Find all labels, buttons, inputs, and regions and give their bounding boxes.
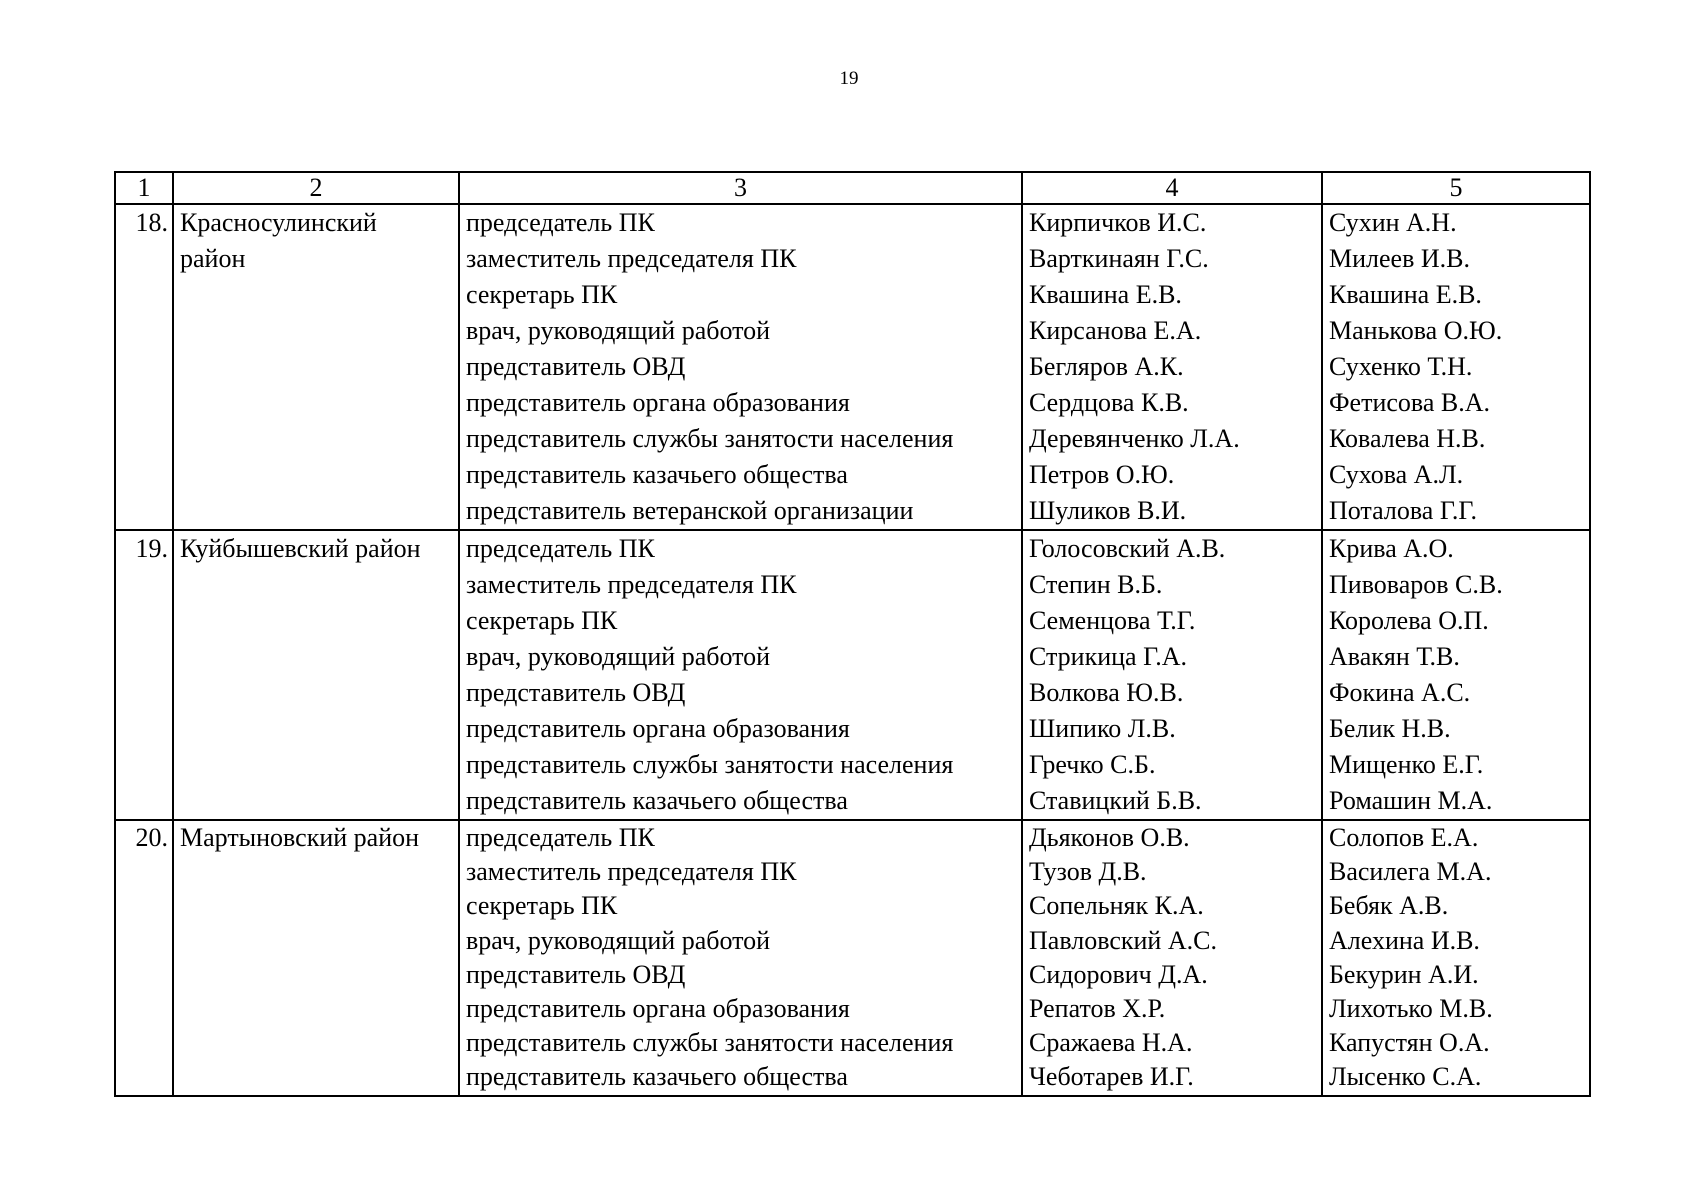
reserve-cell: Королева О.П. (1322, 603, 1590, 639)
position-cell: представитель ОВД (459, 958, 1022, 992)
reserve-cell: Ковалева Н.В. (1322, 421, 1590, 457)
position-cell: председатель ПК (459, 530, 1022, 567)
header-col-2: 2 (173, 172, 459, 204)
position-cell: врач, руководящий работой (459, 313, 1022, 349)
position-cell: представитель службы занятости населения (459, 1026, 1022, 1060)
position-cell: председатель ПК (459, 204, 1022, 241)
member-cell: Семенцова Т.Г. (1022, 603, 1322, 639)
table-row (115, 385, 1590, 421)
member-cell: Стрикица Г.А. (1022, 639, 1322, 675)
table-header (115, 172, 1590, 204)
table-row (115, 349, 1590, 385)
member-cell: Ставицкий Б.В. (1022, 783, 1322, 820)
row-number: 18. (115, 204, 173, 530)
position-cell: заместитель председателя ПК (459, 567, 1022, 603)
position-cell: секретарь ПК (459, 603, 1022, 639)
member-cell: Голосовский А.В. (1022, 530, 1322, 567)
district-name: Мартыновский район (173, 820, 459, 1096)
reserve-cell: Ромашин М.А. (1322, 783, 1590, 820)
reserve-cell: Поталова Г.Г. (1322, 493, 1590, 530)
member-cell: Деревянченко Л.А. (1022, 421, 1322, 457)
reserve-cell: Алехина И.В. (1322, 924, 1590, 958)
district-name: Куйбышевский район (173, 530, 459, 820)
member-cell: Квашина Е.В. (1022, 277, 1322, 313)
header-col-4: 4 (1022, 172, 1322, 204)
position-cell: представитель ОВД (459, 675, 1022, 711)
position-cell: представитель органа образования (459, 385, 1022, 421)
table-row (115, 820, 1590, 855)
reserve-cell: Пивоваров С.В. (1322, 567, 1590, 603)
header-col-5: 5 (1322, 172, 1590, 204)
table-row (115, 493, 1590, 530)
position-cell: секретарь ПК (459, 889, 1022, 923)
member-cell: Тузов Д.В. (1022, 855, 1322, 889)
reserve-cell: Солопов Е.А. (1322, 820, 1590, 855)
district-group-20 (115, 820, 1590, 1096)
reserve-cell: Белик Н.В. (1322, 711, 1590, 747)
reserve-cell: Крива А.О. (1322, 530, 1590, 567)
reserve-cell: Лихотько М.В. (1322, 992, 1590, 1026)
position-cell: председатель ПК (459, 820, 1022, 855)
member-cell: Сидорович Д.А. (1022, 958, 1322, 992)
position-cell: секретарь ПК (459, 277, 1022, 313)
position-cell: представитель службы занятости населения (459, 747, 1022, 783)
reserve-cell: Фетисова В.А. (1322, 385, 1590, 421)
district-blank (173, 421, 459, 457)
member-cell: Варткинаян Г.С. (1022, 241, 1322, 277)
member-cell: Сердцова К.В. (1022, 385, 1322, 421)
district-blank (173, 313, 459, 349)
table-row (115, 277, 1590, 313)
reserve-cell: Сухенко Т.Н. (1322, 349, 1590, 385)
district-group-19 (115, 530, 1590, 820)
member-cell: Гречко С.Б. (1022, 747, 1322, 783)
member-cell: Волкова Ю.В. (1022, 675, 1322, 711)
position-cell: представитель органа образования (459, 992, 1022, 1026)
member-cell: Чеботарев И.Г. (1022, 1060, 1322, 1095)
district-name-line: район (173, 241, 459, 277)
member-cell: Дьяконов О.В. (1022, 820, 1322, 855)
position-cell: врач, руководящий работой (459, 639, 1022, 675)
member-cell: Репатов Х.Р. (1022, 992, 1322, 1026)
reserve-cell: Манькова О.Ю. (1322, 313, 1590, 349)
position-cell: представитель казачьего общества (459, 1060, 1022, 1095)
header-col-3: 3 (459, 172, 1022, 204)
position-cell: представитель ОВД (459, 349, 1022, 385)
reserve-cell: Милеев И.В. (1322, 241, 1590, 277)
member-cell: Степин В.Б. (1022, 567, 1322, 603)
reserve-cell: Бекурин А.И. (1322, 958, 1590, 992)
reserve-cell: Капустян О.А. (1322, 1026, 1590, 1060)
table-row (115, 457, 1590, 493)
table-row (115, 313, 1590, 349)
table-row (115, 204, 1590, 241)
table-row (115, 241, 1590, 277)
position-cell: представитель службы занятости населения (459, 421, 1022, 457)
reserve-cell: Сухин А.Н. (1322, 204, 1590, 241)
member-cell: Шипико Л.В. (1022, 711, 1322, 747)
reserve-cell: Лысенко С.А. (1322, 1060, 1590, 1095)
district-blank (173, 385, 459, 421)
header-row (115, 172, 1590, 204)
member-cell: Петров О.Ю. (1022, 457, 1322, 493)
district-name-line: Красносулинский (173, 204, 459, 241)
row-number: 19. (115, 530, 173, 820)
page-number: 19 (839, 68, 859, 89)
position-cell: заместитель председателя ПК (459, 241, 1022, 277)
commission-table (114, 171, 1591, 1097)
position-cell: представитель ветеранской организации (459, 493, 1022, 530)
member-cell: Шуликов В.И. (1022, 493, 1322, 530)
reserve-cell: Фокина А.С. (1322, 675, 1590, 711)
member-cell: Сражаева Н.А. (1022, 1026, 1322, 1060)
position-cell: представитель казачьего общества (459, 783, 1022, 820)
member-cell: Бегляров А.К. (1022, 349, 1322, 385)
district-blank (173, 277, 459, 313)
table-row (115, 421, 1590, 457)
member-cell: Сопельняк К.А. (1022, 889, 1322, 923)
member-cell: Кирпичков И.С. (1022, 204, 1322, 241)
member-cell: Павловский А.С. (1022, 924, 1322, 958)
header-col-1: 1 (115, 172, 173, 204)
district-blank (173, 457, 459, 493)
reserve-cell: Квашина Е.В. (1322, 277, 1590, 313)
district-blank (173, 349, 459, 385)
table-row (115, 530, 1590, 567)
reserve-cell: Василега М.А. (1322, 855, 1590, 889)
position-cell: представитель органа образования (459, 711, 1022, 747)
reserve-cell: Мищенко Е.Г. (1322, 747, 1590, 783)
district-group-18 (115, 204, 1590, 530)
member-cell: Кирсанова Е.А. (1022, 313, 1322, 349)
position-cell: представитель казачьего общества (459, 457, 1022, 493)
position-cell: заместитель председателя ПК (459, 855, 1022, 889)
reserve-cell: Бебяк А.В. (1322, 889, 1590, 923)
reserve-cell: Авакян Т.В. (1322, 639, 1590, 675)
reserve-cell: Сухова А.Л. (1322, 457, 1590, 493)
district-blank (173, 493, 459, 530)
position-cell: врач, руководящий работой (459, 924, 1022, 958)
row-number: 20. (115, 820, 173, 1096)
